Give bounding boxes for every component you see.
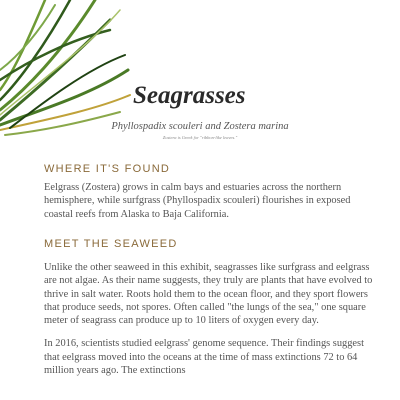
section-heading-where: WHERE IT'S FOUND xyxy=(44,163,171,175)
scientific-names xyxy=(0,121,400,132)
paragraph: Eelgrass (Zostera) grows in calm bays and estuaries across the northern hemisphere, while surfgrass (Phyllospadix scouleri) flourishes in exposed coastal reefs from Alaska to Baja California. xyxy=(44,182,351,220)
page-title: Seagrasses xyxy=(133,82,246,109)
etymology-note: Zostera is Greek for "ribbon-like leaves." xyxy=(162,135,238,140)
title-block xyxy=(0,82,400,110)
section-body-meet xyxy=(44,261,374,377)
section-heading-meet: MEET THE SEAWEED xyxy=(44,238,178,250)
paragraph: Unlike the other seaweed in this exhibit, seagrasses like surfgrass and eelgrass are not algae. As their name suggests, they truly are plants that have evolved to thrive in salt water. Roots hold them to the ocean floor, and they sport flowers that produce seeds, not spores. Often called "the lungs of the sea," one square meter of seagrass can produce up to 10 liters of oxygen every day. xyxy=(44,262,373,327)
section-body-where xyxy=(44,181,374,221)
seagrass-illustration xyxy=(0,0,140,140)
paragraph: In 2016, scientists studied eelgrass' genome sequence. Their findings suggest that eelgrass moved into the oceans at the time of mass extinctions 72 to 64 million years ago. The extinctions xyxy=(44,338,364,377)
subtitle-text: Phyllospadix scouleri and Zostera marina xyxy=(111,121,289,132)
